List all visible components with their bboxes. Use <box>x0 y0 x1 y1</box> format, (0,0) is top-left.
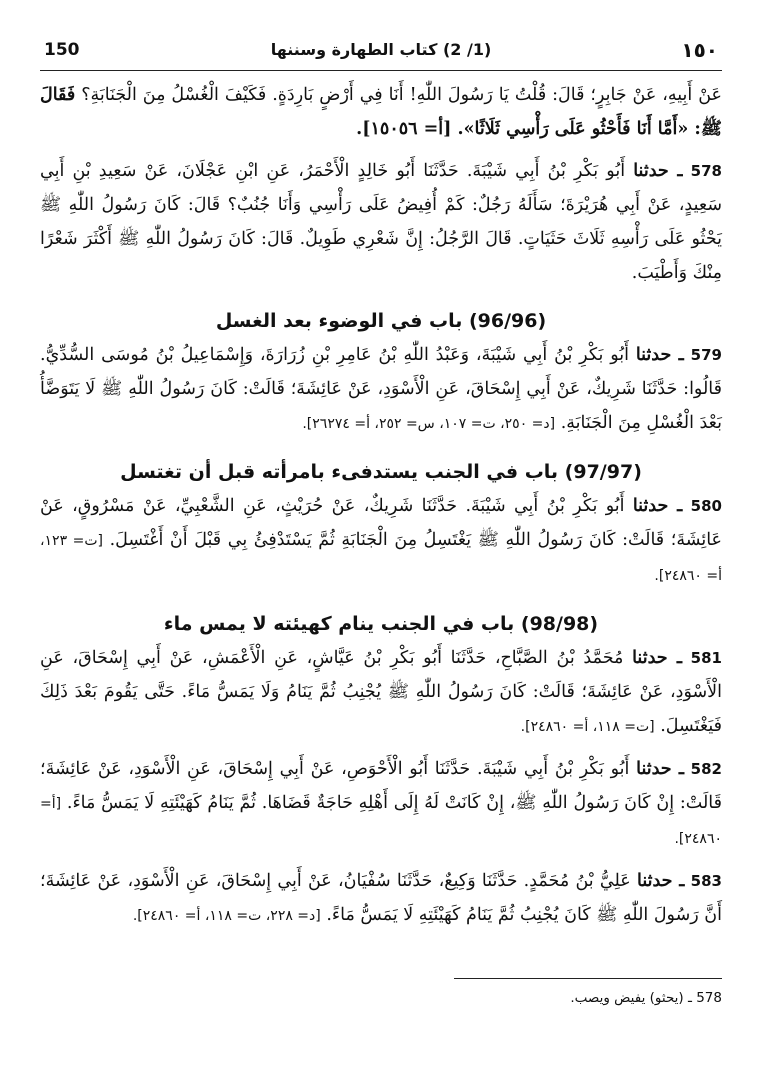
hadith-refs: [د= ٢٥٠، ت= ١٠٧، س= ٢٥٢، أ= ٢٦٢٧٤]. <box>302 416 556 432</box>
hadith-number: 582 <box>690 760 722 778</box>
running-title: (1/ 2) كتاب الطهارة وسننها <box>270 40 492 59</box>
hadith-578 <box>40 154 722 290</box>
page-body <box>40 78 722 933</box>
hadith-refs: [ت= ١٢٣، أ= ٢٤٨٦٠]. <box>40 533 722 584</box>
hadith-582 <box>40 752 722 856</box>
hadith-number: 583 <box>690 872 722 890</box>
chapter-heading-98: (98/98) باب في الجنب ينام كهيئته لا يمس ماء <box>163 613 599 635</box>
hadith-opening: ـ حدثنا <box>632 648 682 668</box>
hadith-number: 580 <box>690 497 722 515</box>
hadith-text: أَبُو بَكْرِ بْنُ أَبِي شَيْبَةَ، وَعَبْدُ اللّٰهِ بْنُ عَامِرِ بْنِ زُرَارَةَ، وَإِسْمَاعِيلُ بْنُ مُوسَى السُّدِّيُّ. قَالُوا: حَدَّثَنَا شَرِيكٌ، عَنْ أَبِي إِسْحَاقَ، عَنِ الْأَسْوَدِ، عَنْ عَائِشَةَ؛ قَالَتْ: كَانَ رَسُولُ اللّٰهِ ﷺ لَا يَتَوَضَّأُ بَعْدَ الْغُسْلِ مِنَ الْجَنَابَةِ. <box>40 345 722 433</box>
hadith-text: أَبُو بَكْرِ بْنُ أَبِي شَيْبَةَ. حَدَّثَنَا أَبُو خَالِدٍ الْأَحْمَرُ، عَنِ ابْنِ عَجْلَانَ، عَنْ سَعِيدِ بْنِ أَبِي سَعِيدٍ، عَنْ أَبِي هُرَيْرَةَ؛ سَأَلَهُ رَجُلٌ: كَمْ أُفِيضُ عَلَى رَأْسِي وَأَنَا جُنُبٌ؟ قَالَ: كَانَ رَسُولُ اللّٰهِ ﷺ يَحْثُو عَلَى رَأْسِهِ ثَلَاثَ حَثَيَاتٍ. قَالَ الرَّجُلُ: إِنَّ شَعْرِي طَوِيلٌ. قَالَ: كَانَ رَسُولُ اللّٰهِ ﷺ أَكْثَرَ شَعْرًا مِنْكَ وَأَطْيَبَ. <box>40 161 722 283</box>
hadith-refs: [د= ٢٢٨، ت= ١١٨، أ= ٢٤٨٦٠]. <box>132 908 321 924</box>
chapter-heading-97: (97/97) باب في الجنب يستدفىء بامرأته قبل أن تغتسل <box>120 461 642 483</box>
hadith-refs: [أ= ٢٤٨٦٠]. <box>40 796 722 847</box>
hadith-number: 581 <box>690 649 722 667</box>
continuation-line-2: فَقَالَ ﷺ: «أَمَّا أَنَا فَأَحْثُو عَلَى رَأْسِي ثَلَاثًا». [أ= ١٥٠٥٦]. <box>40 85 722 139</box>
hadith-opening: ـ حدثنا <box>635 345 684 365</box>
chapter-heading-96: (96/96) باب في الوضوء بعد الغسل <box>215 310 547 332</box>
hadith-number: 578 <box>690 162 722 180</box>
hadith-text: عَلِيُّ بْنُ مُحَمَّدٍ. حَدَّثَنَا وَكِيعٌ، حَدَّثَنَا سُفْيَانُ، عَنْ أَبِي إِسْحَاقَ، عَنِ الْأَسْوَدِ، عَنْ عَائِشَةَ؛ أَنَّ رَسُولَ اللّٰهِ ﷺ كَانَ يُجْنِبُ ثُمَّ يَنَامُ كَهَيْئَتِهِ لَا يَمَسُّ مَاءً. <box>40 871 722 925</box>
hadith-opening: ـ حدثنا <box>636 759 684 779</box>
hadith-579 <box>40 338 722 441</box>
footnote-divider <box>454 978 722 979</box>
page-header <box>40 34 722 71</box>
hadith-number: 579 <box>690 346 722 364</box>
hadith-text: مُحَمَّدُ بْنُ الصَّبَّاحِ، حَدَّثَنَا أَبُو بَكْرِ بْنُ عَيَّاشٍ، عَنِ الْأَعْمَشِ، عَنْ أَبِي إِسْحَاقَ، عَنِ الْأَسْوَدِ، عَنْ عَائِشَةَ؛ قَالَتْ: كَانَ رَسُولُ اللّٰهِ ﷺ يُجْنِبُ ثُمَّ يَنَامُ وَلَا يَمَسُّ مَاءً. حَتَّى يَقُومَ بَعْدَ ذَلِكَ فَيَغْتَسِلَ. <box>40 648 722 736</box>
hadith-583 <box>40 864 722 933</box>
hadith-opening: ـ حدثنا <box>632 496 683 516</box>
page-number-arabic: ١٥٠ <box>681 38 718 62</box>
hadith-581 <box>40 641 722 744</box>
continuation-line-1: عَنْ أَبِيهِ، عَنْ جَابِرٍ؛ قَالَ: قُلْتُ يَا رَسُولَ اللّٰهِ! أَنَا فِي أَرْضٍ بَارِدَةٍ. فَكَيْفَ الْغُسْلُ مِنَ الْجَنَابَةِ؟ <box>81 85 722 105</box>
hadith-text: أَبُو بَكْرِ بْنُ أَبِي شَيْبَةَ. حَدَّثَنَا أَبُو الْأَحْوَصِ، عَنْ أَبِي إِسْحَاقَ، عَنِ الْأَسْوَدِ، عَنْ عَائِشَةَ؛ قَالَتْ: إِنْ كَانَ رَسُولُ اللّٰهِ ﷺ، إِنْ كَانَتْ لَهُ إِلَى أَهْلِهِ حَاجَةٌ قَضَاهَا. ثُمَّ يَنَامُ كَهَيْئَتِهِ لَا يَمَسُّ مَاءً. <box>40 759 722 813</box>
hadith-580 <box>40 489 722 593</box>
hadith-text: أَبُو بَكْرِ بْنُ أَبِي شَيْبَةَ. حَدَّثَنَا شَرِيكٌ، عَنْ حُرَيْثٍ، عَنِ الشَّعْبِيِّ، عَنْ مَسْرُوقٍ، عَنْ عَائِشَةَ؛ قَالَتْ: كَانَ رَسُولُ اللّٰهِ ﷺ يَغْتَسِلُ مِنَ الْجَنَابَةِ ثُمَّ يَسْتَدْفِئُ بِي قَبْلَ أَنْ أَغْتَسِلَ. <box>40 496 722 550</box>
page-number-latin: 150 <box>44 40 80 60</box>
hadith-refs: [ت= ١١٨، أ= ٢٤٨٦٠]. <box>520 719 655 735</box>
continuation-text <box>40 78 722 146</box>
hadith-opening: ـ حدثنا <box>633 161 683 181</box>
hadith-opening: ـ حدثنا <box>637 871 685 891</box>
footnote: 578 ـ (يحثو) يفيض ويصب. <box>570 990 722 1006</box>
